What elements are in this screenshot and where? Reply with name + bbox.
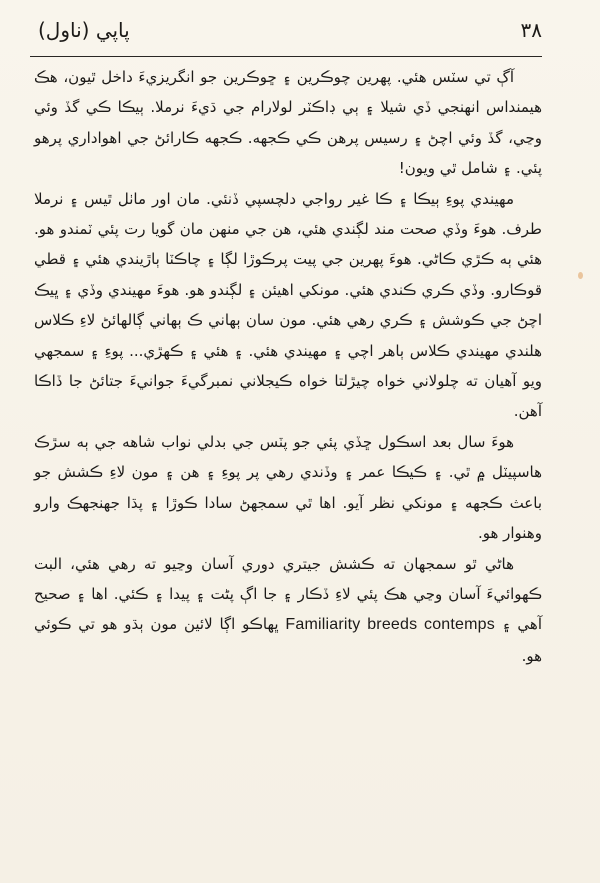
- body-text: [34, 62, 542, 671]
- paragraph-text: آڳ تي سٽس هئي. پهرين چوڪرين ۽ ڇوڪرين جو انگريزيءَ داخل ٿيون، هڪ هيمنداس انهنجي ڏي شيلا ۽ ٻي ڊاڪٽر لولارام جي ڌيءَ نرملا. ٻيڪا ڪي گڏ وئي وڃي، گڏ وئي اچڻ ۽ رسيس پرهن ڪي ڪجهه. ڪجهه ڪارائڻ جي اهواداري پرهو پئي. ۽ شامل ٿي ويون!: [34, 68, 542, 178]
- page-number: ٣٨: [520, 18, 542, 42]
- page-header: [30, 18, 542, 54]
- paragraph: [34, 184, 542, 427]
- paper-stain: [578, 272, 583, 279]
- paragraph-text: مهيندي پوءِ ٻيڪا ۽ ڪا غير رواجي دلچسپي ڏنئي. مان اور ماٺل ٿيس ۽ نرملا طرف. هوءَ وڏي صحت مند لڳندي هئي، هن جي منهن مان گويا رت پئي ٽمندو هو. هئي ٻه ڪڙي ڪاڻي. هوءَ پهرين جي پيت پرڪوڙا لڳا ۽ چاڪٽا ٻاڙيندي هئي ۽ قطي قوڪارو. وڏي ڪري ڪندي هئي. مونکي اهيئن ۽ لڳندو هو. هوءَ مهيندي وڏي ۽ ڀيڪ اچڻ جي ڪوشش ۽ ڪري رهي هئي. مون سان ٻهاني ڪ ٻهاني ڳالهائڻ لاءِ ڪلاس هلندي مهيندي ڪلاس ٻاهر اچي ۽ مهيندي هئي. ۽ هئي ۽ ڪهڙي... پوءِ ۽ سمجهي ويو آهيان ته چلولاني خواه چيڙلتا خواه ڪيجلاني نمبرگيءَ جوانيءَ جتائڻ جا ڏاڪا آهن.: [34, 189, 542, 421]
- paragraph: [34, 62, 542, 184]
- paragraph: [34, 427, 542, 549]
- paragraph-text: هوءَ سال بعد اسڪول ڇڏي پئي جو پٽس جي بدلي نواب شاهه جي ٻه سڙڪ هاسپيٽل ۾ ٿي. ۽ ڪيڪا عمر ۽ وڏندي رهي پر پوءِ ۽ هن ۽ مون لاءِ ڪشش جو باعث ڪجهه ۽ مونکي نظر آيو. اها ٿي سمجهڻ سادا ڪوڙا ۽ پڌا جهنجهڪ وارو وهنوار هو.: [34, 432, 542, 543]
- paragraph-text-end: ڀهاڪو اڳا لائين مون ٻڌو هو تي ڪوئي هو.: [34, 615, 542, 665]
- header-rule: [30, 56, 542, 57]
- english-phrase: Familiarity breeds contemps: [285, 616, 495, 634]
- running-title: پاپي (ناول): [38, 18, 130, 42]
- paragraph-text: هاڻي ٿو سمجهان ته ڪشش جيتري دوري آسان وڃيو ته رهي هئي، البت ڪهوائيءَ آسان وڃي هڪ پئي لاءِ ڏڪار ۽ جا اڳ پڻت ۽ پيدا ۽ ڪئي. اها ۽ صحيح آهي ۽: [34, 554, 542, 634]
- paragraph: [34, 549, 542, 672]
